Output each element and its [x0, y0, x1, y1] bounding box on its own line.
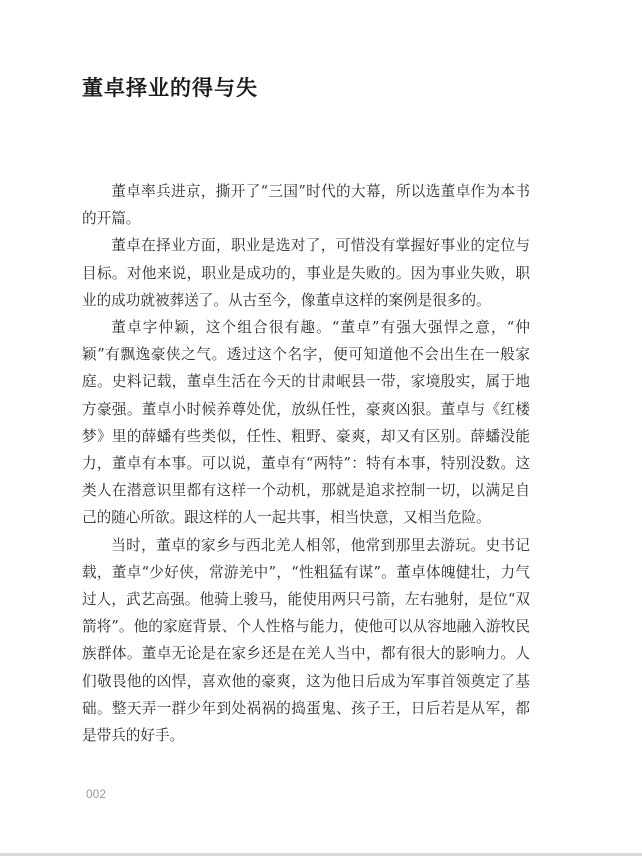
paragraph-4: 当时，董卓的家乡与西北羌人相邻，他常到那里去游玩。史书记载，董卓“少好侠，常游羌中”，“性粗猛有谋”。董卓体魄健壮，力气过人，武艺高强。他骑上骏马，能使用两只弓箭，左右驰射，是位“双箭将”。他的家庭背景、个人性格与能力，使他可以从容地融入游牧民族群体。董卓无论是在家乡还是在羌人当中，都有很大的影响力。人们敬畏他的凶悍，喜欢他的豪爽，这为他日后成为军事首领奠定了基础。整天弄一群少年到处祸祸的捣蛋鬼、孩子王，日后若是从军，都是带兵的好手。	[82, 536, 530, 745]
page-number: 002	[86, 787, 107, 801]
paragraph-2: 董卓在择业方面，职业是选对了，可惜没有掌握好事业的定位与目标。对他来说，职业是成功的，事业是失败的。因为事业失败，职业的成功就被葬送了。从古至今，像董卓这样的案例是很多的。	[82, 237, 530, 309]
paragraph-3: 董卓字仲颖，这个组合很有趣。“董卓”有强大强悍之意，“仲颖”有飘逸豪侠之气。透过这个名字，便可知道他不会出生在一般家庭。史料记载，董卓生活在今天的甘肃岷县一带，家境殷实，属于地方豪强。董卓小时候养尊处优，放纵任性，豪爽凶狠。董卓与《红楼梦》里的薛蟠有些类似，任性、粗野、豪爽，却又有区别。薛蟠没能力，董卓有本事。可以说，董卓有“两特”：特有本事，特别没数。这类人在潜意识里都有这样一个动机，那就是追求控制一切，以满足自己的随心所欲。跟这样的人一起共事，相当快意，又相当危险。	[82, 319, 530, 527]
body-text	[82, 178, 530, 749]
chapter-title: 董卓择业的得与失	[82, 76, 258, 100]
paragraph-1: 董卓率兵进京，撕开了“三国”时代的大幕，所以选董卓作为本书的开篇。	[82, 183, 530, 228]
